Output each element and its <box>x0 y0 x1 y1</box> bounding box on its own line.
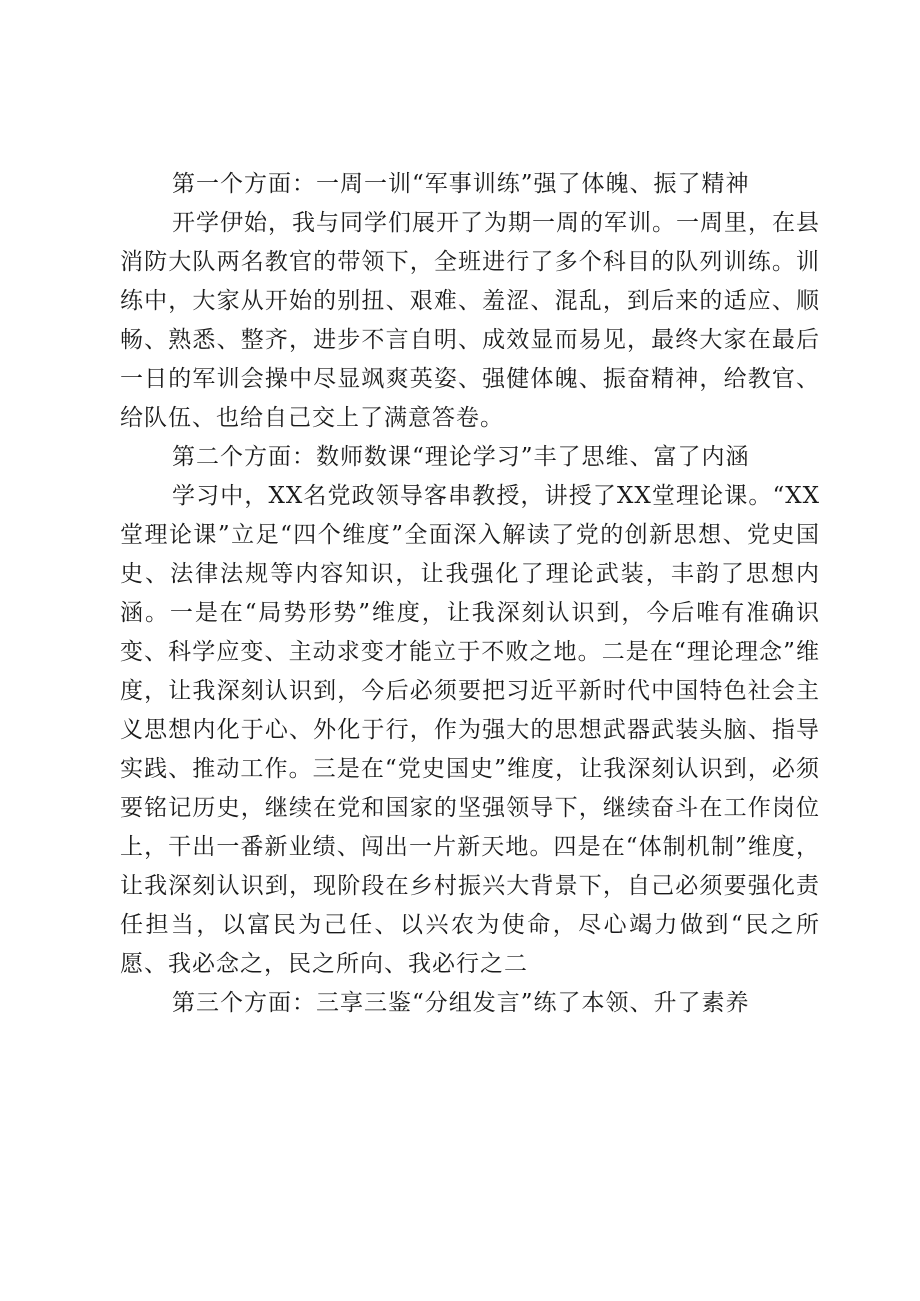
section-1-paragraph: 开学伊始，我与同学们展开了为期一周的军训。一周里，在县消防大队两名教官的带领下，全班进行了多个科目的队列训练。训练中，大家从开始的别扭、艰难、羞涩、混乱，到后来的适应、顺畅、熟悉、整齐，进步不言自明、成效显而易见，最终大家在最后一日的军训会操中尽显飒爽英姿、强健体魄、振奋精神，给教官、给队伍、也给自己交上了满意答卷。 <box>120 210 820 431</box>
section-1-heading: 第一个方面：一周一训“军事训练”强了体魄、振了精神 <box>172 171 750 197</box>
section-3-heading: 第三个方面：三享三鉴“分组发言”练了本领、升了素养 <box>172 990 750 1016</box>
section-2-paragraph: 学习中，XX名党政领导客串教授，讲授了XX堂理论课。“XX堂理论课”立足“四个维度”全面深入解读了党的创新思想、党史国史、法律法规等内容知识，让我强化了理论武装，丰韵了思想内涵。一是在“局势形势”维度，让我深刻认识到，今后唯有准确识变、科学应变、主动求变才能立于不败之地。二是在“理论理念”维度，让我深刻认识到，今后必须要把习近平新时代中国特色社会主义思想内化于心、外化于行，作为强大的思想武器武装头脑、指导实践、推动工作。三是在“党史国史”维度，让我深刻认识到，必须要铭记历史，继续在党和国家的坚强领导下，继续奋斗在工作岗位上，干出一番新业绩、闯出一片新天地。四是在“体制机制”维度，让我深刻认识到，现阶段在乡村振兴大背景下，自己必须要强化责任担当，以富民为己任、以兴农为使命，尽心竭力做到“民之所愿、我必念之，民之所向、我必行之二 <box>120 483 820 977</box>
section-2-heading: 第二个方面：数师数课“理论学习”丰了思维、富了内涵 <box>172 444 750 470</box>
document-body <box>120 165 820 1023</box>
